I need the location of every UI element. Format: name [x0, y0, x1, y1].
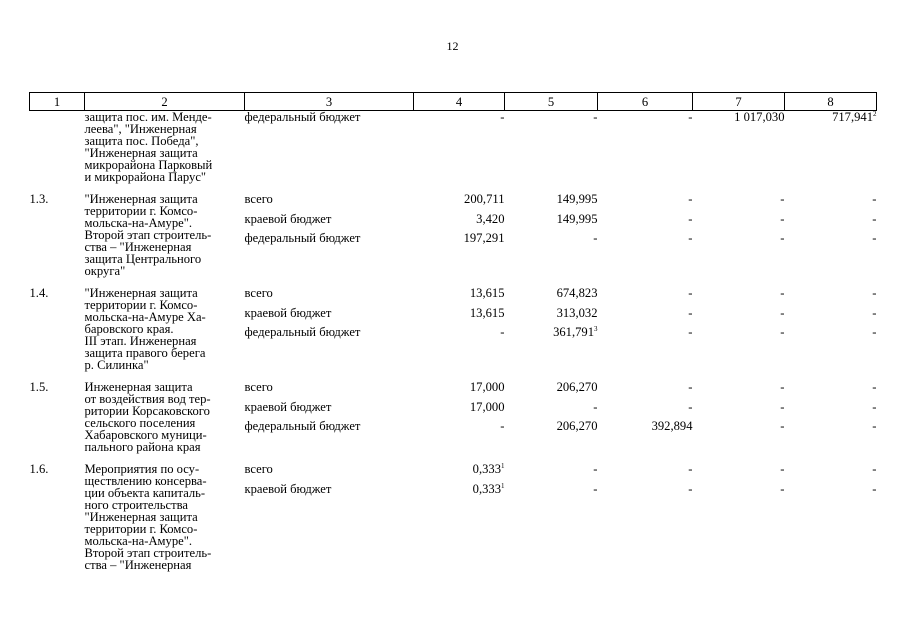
header-cell-6: 6 — [598, 93, 693, 111]
value-col4-cell — [414, 463, 505, 571]
value-col5 — [505, 111, 598, 131]
funding-source-cell — [245, 287, 414, 371]
value-col5 — [505, 420, 598, 440]
value-col7-text: 1 017,030 — [734, 110, 785, 124]
value-col7 — [693, 213, 785, 233]
value-col5-cell — [505, 287, 598, 371]
value-col5-text: - — [593, 399, 598, 414]
value-col5-text: - — [593, 110, 598, 124]
value-col6 — [598, 420, 693, 440]
value-col6-text: - — [688, 462, 693, 476]
value-col4-text: 3,420 — [476, 211, 505, 226]
value-col7-text: - — [780, 305, 785, 320]
value-col5 — [505, 232, 598, 252]
value-col6-text: - — [688, 325, 693, 339]
funding-source-cell — [245, 111, 414, 184]
value-col7 — [693, 307, 785, 327]
value-col7 — [693, 111, 785, 131]
value-col6 — [598, 111, 693, 131]
value-col4-text: 17,000 — [469, 380, 505, 394]
table-row — [30, 111, 877, 184]
value-col8 — [785, 326, 877, 346]
value-col4 — [414, 307, 505, 327]
value-col8-cell — [785, 381, 877, 453]
value-col6 — [598, 287, 693, 307]
value-col4 — [414, 111, 505, 131]
funding-source — [245, 213, 414, 233]
item-number: 1.5. — [29, 380, 49, 394]
value-col8-cell — [785, 193, 877, 277]
item-number: 1.6. — [29, 462, 49, 476]
value-col8-cell — [785, 111, 877, 184]
item-name — [85, 463, 245, 571]
value-col4-text: 0,333 — [472, 481, 501, 496]
value-col7 — [693, 326, 785, 346]
value-col6-text: - — [688, 211, 693, 226]
value-col4-cell — [414, 381, 505, 453]
value-col7 — [693, 401, 785, 421]
header-cell-4: 4 — [414, 93, 505, 111]
footnote-mark: 1 — [501, 462, 505, 470]
value-col7-cell — [693, 193, 785, 277]
header-cell-7: 7 — [693, 93, 785, 111]
value-col8-text: 717,941 — [832, 110, 873, 124]
value-col7-cell — [693, 381, 785, 453]
funding-source — [245, 287, 414, 307]
value-col7-text: - — [780, 380, 785, 394]
value-col4 — [414, 483, 505, 503]
value-col7 — [693, 287, 785, 307]
value-col8 — [785, 213, 877, 233]
funding-source-text: всего — [244, 286, 273, 300]
value-col8-cell — [785, 287, 877, 371]
value-col8 — [785, 401, 877, 421]
value-col6-text: - — [688, 481, 693, 496]
value-col4-text: - — [500, 110, 505, 124]
value-col4 — [414, 401, 505, 421]
funding-source — [245, 401, 414, 421]
value-col4 — [414, 463, 505, 483]
funding-source-cell — [245, 193, 414, 277]
value-col7-cell — [693, 287, 785, 371]
row-gap-cell — [30, 571, 877, 581]
value-col6 — [598, 307, 693, 327]
value-col4-text: 200,711 — [464, 192, 505, 206]
value-col5-text: 149,995 — [556, 192, 598, 206]
value-col8-text: - — [872, 286, 877, 300]
item-number: 1.3. — [29, 192, 49, 206]
funding-source-text: краевой бюджет — [244, 399, 332, 414]
value-col8-text: - — [872, 481, 877, 496]
value-col6-cell — [598, 111, 693, 184]
value-col6 — [598, 401, 693, 421]
value-col8 — [785, 483, 877, 503]
value-col5 — [505, 193, 598, 213]
value-col4-text: 17,000 — [469, 399, 505, 414]
value-col7 — [693, 483, 785, 503]
footnote-mark: 1 — [501, 481, 505, 490]
value-col8 — [785, 420, 877, 440]
funding-source-text: краевой бюджет — [244, 211, 332, 226]
header-cell-1: 1 — [30, 93, 85, 111]
table-row — [30, 381, 877, 453]
value-col7 — [693, 463, 785, 483]
value-col6-text: - — [688, 305, 693, 320]
value-col4 — [414, 420, 505, 440]
header-cell-8: 8 — [785, 93, 877, 111]
funding-source-cell — [245, 381, 414, 453]
header-row — [30, 93, 877, 111]
value-col4-text: 13,615 — [469, 305, 505, 320]
value-col7 — [693, 381, 785, 401]
value-col4-cell — [414, 287, 505, 371]
value-col6 — [598, 381, 693, 401]
value-col4-text: 197,291 — [463, 231, 505, 245]
table-row — [30, 193, 877, 277]
value-col6 — [598, 193, 693, 213]
footnote-mark: 2 — [873, 110, 877, 118]
value-col8 — [785, 111, 877, 131]
item-name — [85, 111, 245, 184]
value-col6-text: - — [688, 231, 693, 245]
value-col4-text: - — [500, 419, 505, 433]
value-col5-text: - — [593, 462, 598, 476]
value-col5-cell — [505, 193, 598, 277]
value-col5-text: 674,823 — [556, 286, 598, 300]
value-col5 — [505, 381, 598, 401]
value-col6 — [598, 483, 693, 503]
funding-source — [245, 381, 414, 401]
value-col6 — [598, 213, 693, 233]
value-col7 — [693, 420, 785, 440]
value-col8-text: - — [872, 399, 877, 414]
value-col5-cell — [505, 381, 598, 453]
value-col6 — [598, 463, 693, 483]
item-number — [30, 111, 85, 184]
funding-source-cell — [245, 463, 414, 571]
value-col7-text: - — [780, 211, 785, 226]
row-gap — [30, 571, 877, 581]
value-col8-text: - — [872, 419, 877, 433]
value-col7 — [693, 193, 785, 213]
item-name — [85, 287, 245, 371]
value-col5 — [505, 326, 598, 346]
value-col8-text: - — [872, 380, 877, 394]
funding-source-text: краевой бюджет — [244, 481, 332, 496]
value-col8 — [785, 463, 877, 483]
value-col6-cell — [598, 193, 693, 277]
value-col7 — [693, 232, 785, 252]
value-col8 — [785, 381, 877, 401]
value-col5-text: - — [593, 481, 598, 496]
funding-source — [245, 193, 414, 213]
value-col8 — [785, 232, 877, 252]
value-col4-text: 0,333 — [472, 462, 501, 476]
funding-source — [245, 232, 414, 252]
value-col8-text: - — [872, 325, 877, 339]
value-col6-text: - — [688, 110, 693, 124]
value-col4 — [414, 381, 505, 401]
funding-source — [245, 307, 414, 327]
value-col6 — [598, 326, 693, 346]
item-name-text: Инженерная защита от воздействия вод тер- ритории Корсаковского сельского поселения Хабаровского муници- пального района края — [84, 380, 211, 454]
value-col8-text: - — [872, 192, 877, 206]
value-col6 — [598, 232, 693, 252]
header-cell-2: 2 — [85, 93, 245, 111]
value-col5 — [505, 213, 598, 233]
value-col5-cell — [505, 463, 598, 571]
value-col7-text: - — [780, 399, 785, 414]
value-col4-cell — [414, 193, 505, 277]
value-col5-text: 313,032 — [556, 305, 598, 320]
value-col6-text: - — [688, 380, 693, 394]
value-col6-text: 392,894 — [651, 419, 693, 433]
funding-source-text: федеральный бюджет — [244, 231, 361, 245]
value-col4-cell — [414, 111, 505, 184]
header-cell-5: 5 — [505, 93, 598, 111]
value-col5-text: - — [593, 231, 598, 245]
item-name — [85, 381, 245, 453]
funding-source — [245, 420, 414, 440]
item-name-text: "Инженерная защита территории г. Комсо- мольска-на-Амуре". Второй этап строитель- ства – "Инженерная защита Центрального округа" — [84, 192, 212, 278]
value-col6-text: - — [688, 192, 693, 206]
page-number: 12 — [446, 39, 459, 53]
value-col5-text: 206,270 — [556, 419, 598, 433]
funding-source-text: федеральный бюджет — [244, 110, 361, 124]
value-col6-cell — [598, 287, 693, 371]
value-col7-text: - — [780, 192, 785, 206]
item-name-text: "Инженерная защита территории г. Комсо- мольска-на-Амуре Ха- баровского края. III этап. Инженерная защита правого берега р. Силинка" — [84, 286, 206, 372]
value-col7-cell — [693, 111, 785, 184]
table-body — [30, 111, 877, 582]
value-col5-text: 361,791 — [553, 325, 594, 339]
funding-source-text: краевой бюджет — [244, 305, 332, 320]
value-col7-cell — [693, 463, 785, 571]
value-col5-cell — [505, 111, 598, 184]
value-col8-text: - — [872, 231, 877, 245]
funding-source-text: федеральный бюджет — [244, 325, 361, 339]
budget-table — [29, 92, 877, 581]
value-col6-cell — [598, 463, 693, 571]
value-col5-text: 149,995 — [556, 211, 598, 226]
value-col5 — [505, 287, 598, 307]
value-col5 — [505, 401, 598, 421]
value-col5 — [505, 483, 598, 503]
value-col8-text: - — [872, 211, 877, 226]
value-col6-cell — [598, 381, 693, 453]
item-name-text: защита пос. им. Менде- леева", "Инженерная защита пос. Победа", "Инженерная защита микрорайона Парковый и микрорайона Парус" — [84, 110, 213, 184]
funding-source-text: всего — [244, 462, 273, 476]
value-col7-text: - — [780, 462, 785, 476]
value-col6-text: - — [688, 399, 693, 414]
value-col4 — [414, 232, 505, 252]
table-row — [30, 463, 877, 571]
table-row — [30, 287, 877, 371]
header-cell-3: 3 — [245, 93, 414, 111]
value-col5 — [505, 463, 598, 483]
value-col8-text: - — [872, 305, 877, 320]
value-col4 — [414, 213, 505, 233]
value-col7-text: - — [780, 419, 785, 433]
value-col4-text: 13,615 — [469, 286, 505, 300]
funding-source — [245, 463, 414, 483]
value-col4 — [414, 193, 505, 213]
value-col7-text: - — [780, 231, 785, 245]
value-col4 — [414, 287, 505, 307]
value-col6-text: - — [688, 286, 693, 300]
funding-source-text: всего — [244, 380, 273, 394]
footnote-mark: 3 — [594, 325, 598, 333]
funding-source-text: федеральный бюджет — [244, 419, 361, 433]
item-number: 1.4. — [29, 286, 49, 300]
value-col8-text: - — [872, 462, 877, 476]
value-col4-text: - — [500, 325, 505, 339]
value-col7-text: - — [780, 325, 785, 339]
value-col5-text: 206,270 — [556, 380, 598, 394]
value-col4 — [414, 326, 505, 346]
item-name — [85, 193, 245, 277]
value-col5 — [505, 307, 598, 327]
value-col8 — [785, 193, 877, 213]
value-col7-text: - — [780, 286, 785, 300]
value-col8-cell — [785, 463, 877, 571]
funding-source — [245, 326, 414, 346]
item-name-text: Мероприятия по осу- ществлению консерва- ции объекта капиталь- ного строительства "Инженерная защита территории г. Комсо- мольска-на-Амуре". Второй этап строитель- ства – "Инженерная — [84, 462, 212, 572]
funding-source-text: всего — [244, 192, 273, 206]
value-col7-text: - — [780, 481, 785, 496]
funding-source — [245, 483, 414, 503]
value-col8 — [785, 287, 877, 307]
value-col8 — [785, 307, 877, 327]
funding-source — [245, 111, 414, 131]
